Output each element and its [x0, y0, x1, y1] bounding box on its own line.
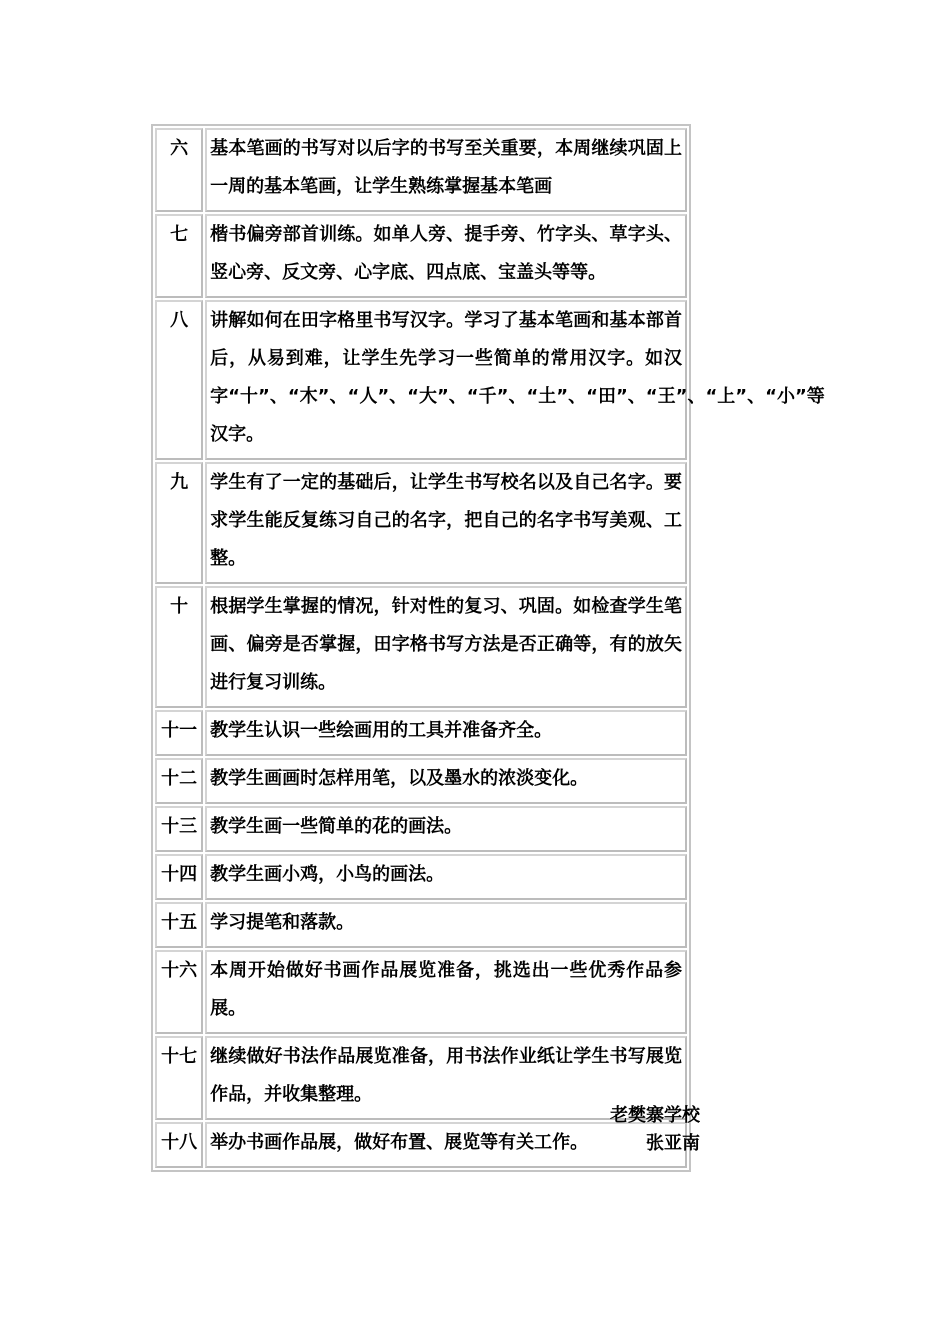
week-cell: 十 — [155, 586, 203, 708]
table-row — [155, 586, 687, 708]
week-cell: 六 — [155, 128, 203, 212]
table-row — [155, 854, 687, 900]
author-name: 张亚南 — [646, 1133, 700, 1154]
content-cell: 学生有了一定的基础后，让学生书写校名以及自己名字。要求学生能反复练习自己的名字，把自己的名字书写美观、工整。 — [205, 462, 687, 584]
week-cell: 十七 — [155, 1036, 203, 1120]
week-cell: 七 — [155, 214, 203, 298]
table-row — [155, 902, 687, 948]
week-cell: 十二 — [155, 758, 203, 804]
content-cell: 根据学生掌握的情况，针对性的复习、巩固。如检查学生笔画、偏旁是否掌握，田字格书写方法是否正确等，有的放矢进行复习训练。 — [205, 586, 687, 708]
content-cell: 本周开始做好书画作品展览准备，挑选出一些优秀作品参展。 — [205, 950, 687, 1034]
week-cell: 九 — [155, 462, 203, 584]
table-row — [155, 128, 687, 212]
week-cell: 十八 — [155, 1122, 203, 1168]
weekly-schedule-table — [151, 124, 825, 1172]
week-cell: 十一 — [155, 710, 203, 756]
school-name: 老樊寨学校 — [610, 1105, 700, 1126]
content-cell: 举办书画作品展，做好布置、展览等有关工作。 — [205, 1122, 687, 1168]
content-cell: 教学生画画时怎样用笔，以及墨水的浓淡变化。 — [205, 758, 687, 804]
week-cell: 十四 — [155, 854, 203, 900]
week-cell: 十六 — [155, 950, 203, 1034]
table-row — [155, 710, 687, 756]
week-cell: 八 — [155, 300, 203, 460]
table-row — [155, 758, 687, 804]
week-cell: 十五 — [155, 902, 203, 948]
content-cell: 教学生认识一些绘画用的工具并准备齐全。 — [205, 710, 687, 756]
signature-block — [610, 1102, 700, 1158]
table-row — [155, 300, 687, 460]
table-row — [155, 214, 687, 298]
table-row — [155, 950, 687, 1034]
content-cell: 继续做好书法作品展览准备，用书法作业纸让学生书写展览作品，并收集整理。 — [205, 1036, 687, 1120]
content-cell: 基本笔画的书写对以后字的书写至关重要，本周继续巩固上一周的基本笔画，让学生熟练掌握基本笔画 — [205, 128, 687, 212]
week-cell: 十三 — [155, 806, 203, 852]
table-row — [155, 1122, 687, 1168]
content-cell: 讲解如何在田字格里书写汉字。学习了基本笔画和基本部首后，从易到难，让学生先学习一些简单的常用汉字。如汉字“十”、“木”、“人”、“大”、“千”、“土”、“田”、“王”、“上”、“小”等汉字。 — [205, 300, 687, 460]
content-cell: 教学生画小鸡，小鸟的画法。 — [205, 854, 687, 900]
content-cell: 学习提笔和落款。 — [205, 902, 687, 948]
table-row — [155, 1036, 687, 1120]
table-row — [155, 462, 687, 584]
content-cell: 楷书偏旁部首训练。如单人旁、提手旁、竹字头、草字头、竖心旁、反文旁、心字底、四点底、宝盖头等等。 — [205, 214, 687, 298]
schedule-body — [155, 128, 825, 1168]
table-row — [155, 806, 687, 852]
content-cell: 教学生画一些简单的花的画法。 — [205, 806, 687, 852]
